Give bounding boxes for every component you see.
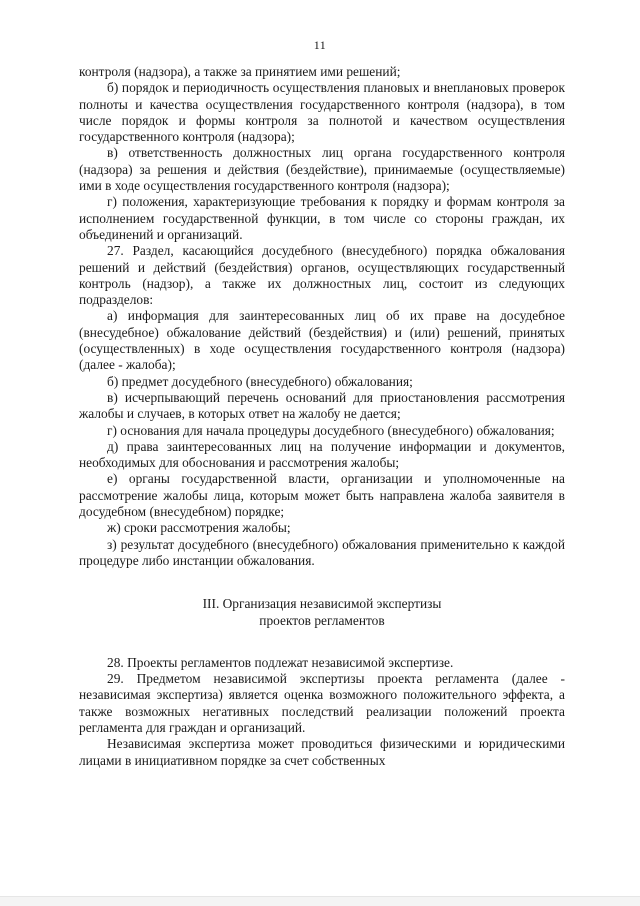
paragraph-27-item-a: а) информация для заинтересованных лиц об их праве на досудебное (внесудебное) обжалование действий (бездействия) и (или) решений, принятых (осуществленных) в ходе осуществления государственного контроля (надзора) (далее - жалоба); (79, 308, 565, 373)
paragraph-item-v: в) ответственность должностных лиц органа государственного контроля (надзора) за решения и действия (бездействие), принимаемые (осуществляемые) ими в ходе осуществления государственного контроля (надзора); (79, 145, 565, 194)
paragraph-27-item-b: б) предмет досудебного (внесудебного) обжалования; (107, 373, 413, 389)
page-body (79, 64, 565, 769)
section-heading-line-2: проектов регламентов (259, 612, 385, 628)
paragraph-independent-expertise: Независимая экспертиза может проводиться физическими и юридическими лицами в инициативном порядке за счет собственных (79, 736, 565, 768)
paragraph-27-item-e: е) органы государственной власти, организации и уполномоченные на рассмотрение жалобы лица, которым может быть направлена жалоба заявителя в досудебном (внесудебном) порядке; (79, 471, 565, 520)
paragraph-27: 27. Раздел, касающийся досудебного (внесудебного) порядка обжалования решений и действий (бездействия) органов, осуществляющих государственный контроль (надзор), а также их должностных лиц, состоит из следующих подразделов: (79, 243, 565, 308)
section-heading-line-1: III. Организация независимой экспертизы (202, 596, 442, 612)
paragraph-27-item-v: в) исчерпывающий перечень оснований для приостановления рассмотрения жалобы и случаев, в которых ответ на жалобу не дается; (79, 389, 565, 422)
paragraph-item-g: г) положения, характеризующие требования к порядку и формам контроля за исполнением государственной функции, в том числе со стороны граждан, их объединений и организаций. (79, 194, 565, 242)
paragraph-27-item-zh: ж) сроки рассмотрения жалобы; (107, 520, 291, 536)
paragraph-27-item-z: з) результат досудебного (внесудебного) обжалования применительно к каждой процедуре либо инстанции обжалования. (79, 536, 565, 568)
spacer (79, 569, 565, 596)
paragraph-29: 29. Предметом независимой экспертизы проекта регламента (далее - независимая экспертиза) является оценка возможного положительного эффекта, а также возможных негативных последствий реализации положений проекта регламента для граждан и организаций. (79, 671, 565, 735)
paragraph-27-item-d: д) права заинтересованных лиц на получение информации и документов, необходимых для обоснования и рассмотрения жалобы; (79, 438, 565, 471)
paragraph-27-item-g: г) основания для начала процедуры досудебного (внесудебного) обжалования; (107, 422, 555, 438)
page-number: 11 (313, 38, 327, 52)
paragraph-item-b: б) порядок и периодичность осуществления плановых и внеплановых проверок полноты и качества осуществления государственного контроля (надзора), в том числе порядок и формы контроля за полнотой и качеством осуществления государственного контроля (надзора); (79, 80, 565, 145)
paragraph-continuation: контроля (надзора), а также за принятием ими решений; (79, 64, 401, 79)
spacer (79, 629, 565, 655)
paragraph-28: 28. Проекты регламентов подлежат независимой экспертизе. (107, 654, 454, 670)
